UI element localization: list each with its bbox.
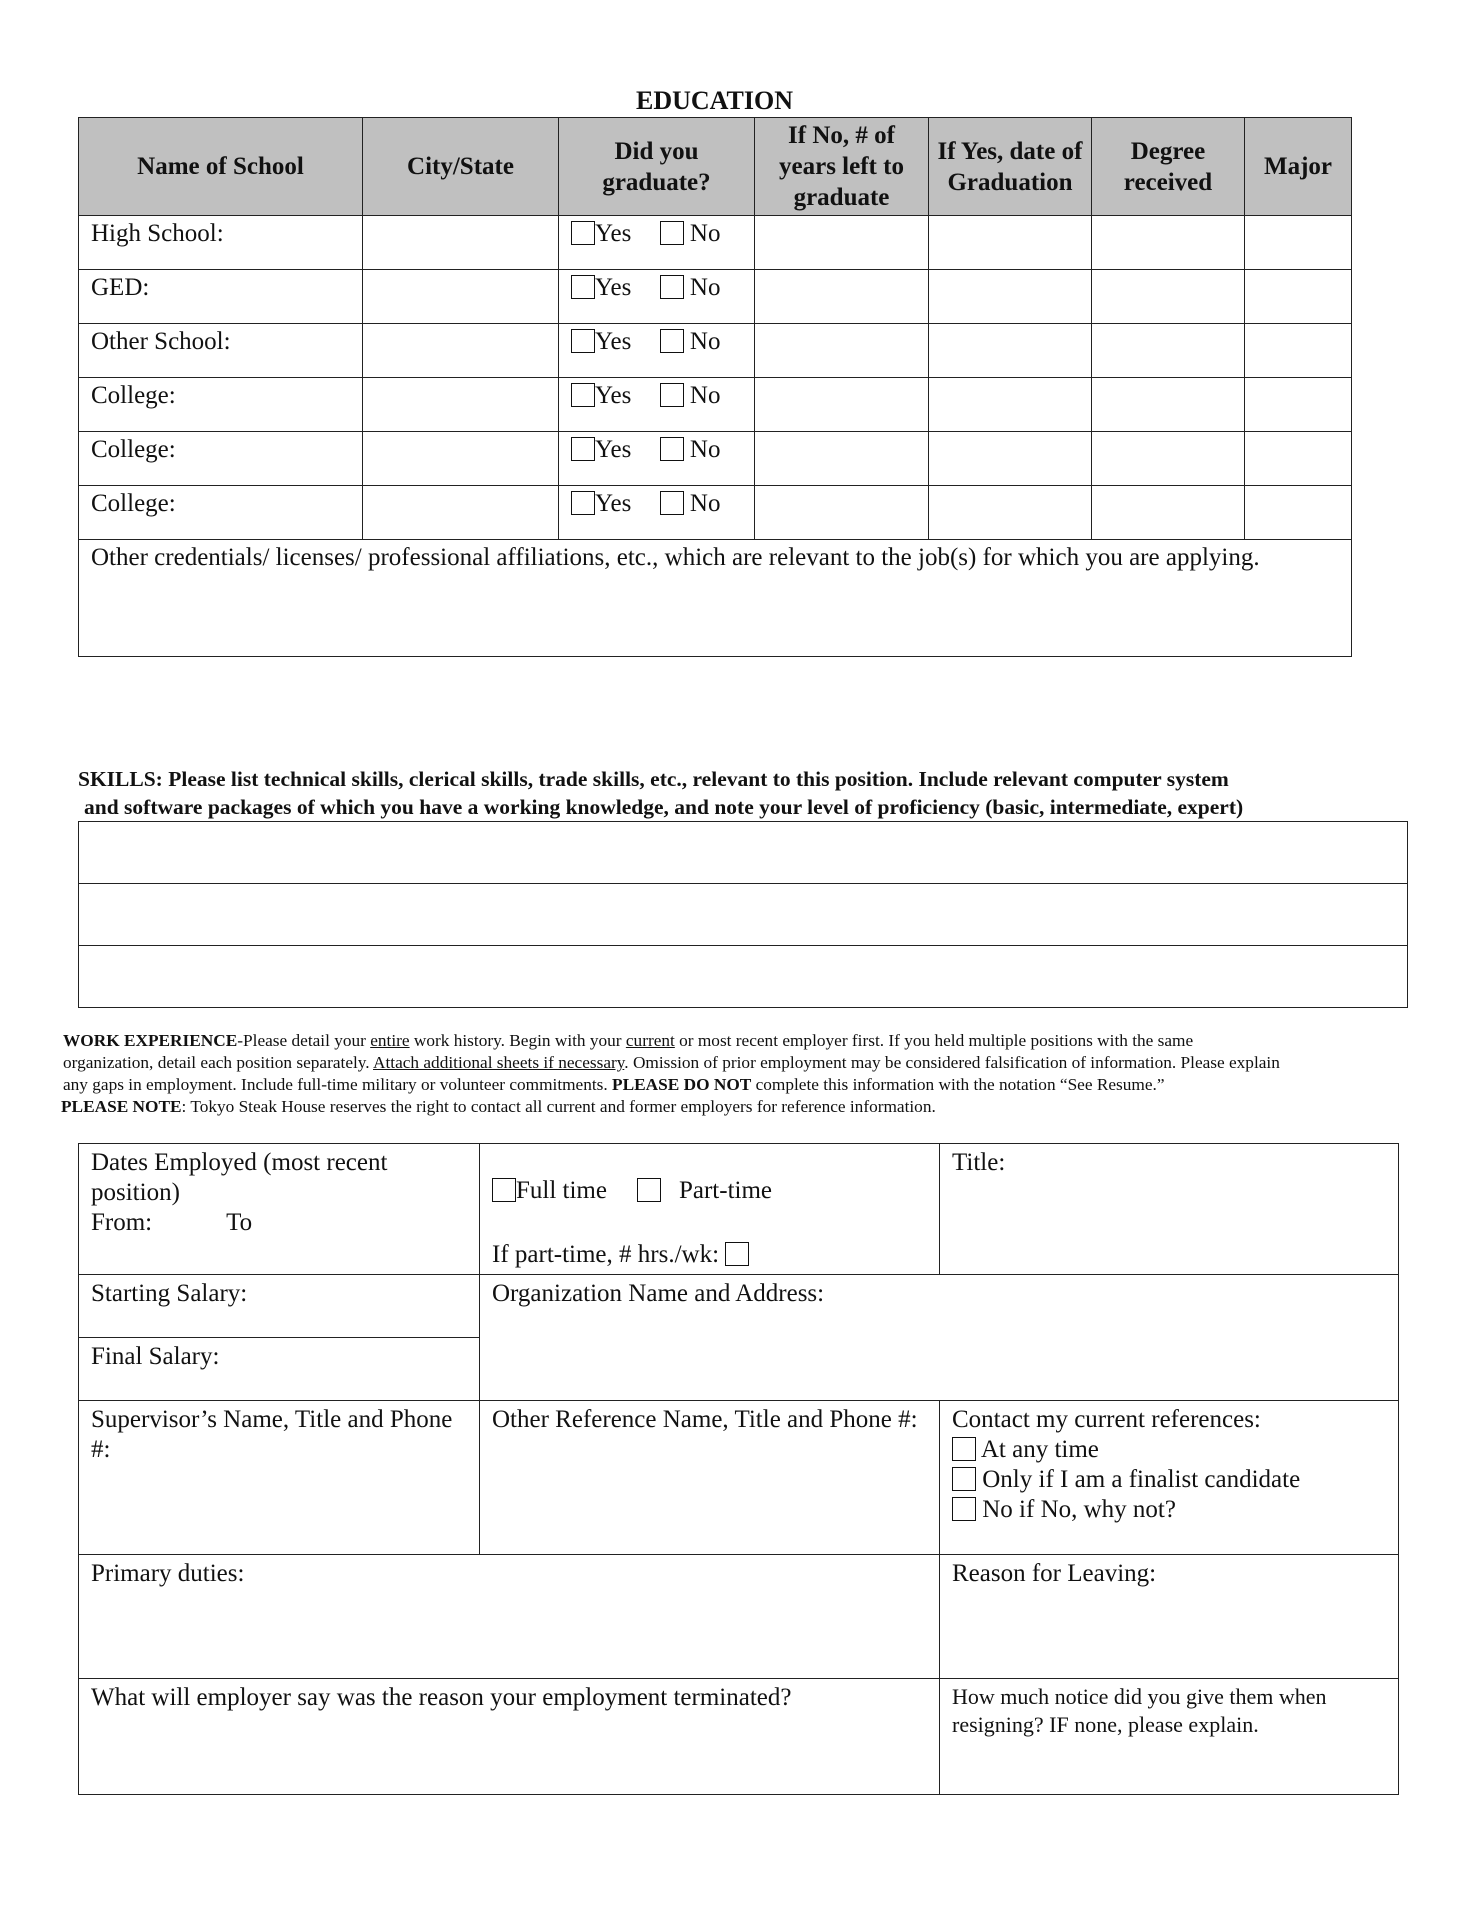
city-state-field[interactable] xyxy=(363,432,559,486)
dates-employed-cell[interactable] xyxy=(79,1144,480,1275)
contact-finalist-checkbox[interactable] xyxy=(952,1467,976,1491)
organization-label: Organization Name and Address: xyxy=(492,1280,825,1307)
other-reference-label: Other Reference Name, Title and Phone #: xyxy=(492,1406,918,1433)
intro-text: or most recent employer first. If you held multiple positions with the same xyxy=(674,1031,1194,1050)
yes-label: Yes xyxy=(595,328,632,355)
contact-no-checkbox[interactable] xyxy=(952,1497,976,1521)
contact-option xyxy=(952,1435,1386,1465)
years-left-field[interactable] xyxy=(755,486,929,540)
header-city-state: City/State xyxy=(363,118,559,216)
graduated-no-checkbox[interactable] xyxy=(660,275,684,299)
organization-cell[interactable] xyxy=(480,1275,1399,1401)
yes-label: Yes xyxy=(595,220,632,247)
hours-row xyxy=(492,1240,927,1270)
graduated-options xyxy=(559,270,755,324)
employment-type-cell xyxy=(480,1144,940,1275)
graduated-yes-checkbox[interactable] xyxy=(571,491,595,515)
contact-any-time-label: At any time xyxy=(980,1436,1099,1463)
intro-text: -Please detail your xyxy=(237,1031,371,1050)
primary-duties-label: Primary duties: xyxy=(91,1560,245,1587)
other-reference-cell[interactable] xyxy=(480,1401,940,1555)
hours-label: If part-time, # hrs./wk: xyxy=(492,1241,720,1268)
graduated-no-checkbox[interactable] xyxy=(660,329,684,353)
graduation-date-field[interactable] xyxy=(929,270,1092,324)
notice-label: How much notice did you give them when resigning? IF none, please explain. xyxy=(952,1684,1327,1737)
skills-entry-field[interactable] xyxy=(79,884,1408,946)
intro-text: : Tokyo Steak House reserves the right to contact all current and former employers for reference information. xyxy=(181,1097,936,1116)
contact-option xyxy=(952,1495,1386,1525)
title-label: Title: xyxy=(952,1149,1006,1176)
city-state-field[interactable] xyxy=(363,486,559,540)
credentials-row xyxy=(79,540,1352,657)
years-left-field[interactable] xyxy=(755,432,929,486)
graduated-yes-checkbox[interactable] xyxy=(571,275,595,299)
credentials-field[interactable] xyxy=(79,540,1352,657)
graduated-no-checkbox[interactable] xyxy=(660,221,684,245)
notice-cell[interactable] xyxy=(940,1679,1399,1795)
graduation-date-field[interactable] xyxy=(929,432,1092,486)
graduation-date-field[interactable] xyxy=(929,216,1092,270)
header-graduation-date: If Yes, date of Graduation xyxy=(929,118,1092,216)
supervisor-label: Supervisor’s Name, Title and Phone #: xyxy=(91,1406,453,1463)
skills-entry-field[interactable] xyxy=(79,822,1408,884)
intro-text: organization, detail each position separately. xyxy=(63,1053,373,1072)
no-label: No xyxy=(689,490,721,517)
skills-heading-line-2: and software packages of which you have a working knowledge, and note your level of proficiency (basic, intermediate, expert) xyxy=(84,795,1244,819)
education-row xyxy=(79,270,1352,324)
starting-salary-label: Starting Salary: xyxy=(91,1280,248,1307)
degree-field[interactable] xyxy=(1092,324,1245,378)
yes-label: Yes xyxy=(595,436,632,463)
major-field[interactable] xyxy=(1245,378,1352,432)
contact-no-label: No if No, why not? xyxy=(982,1496,1176,1523)
no-label: No xyxy=(689,382,721,409)
education-row xyxy=(79,324,1352,378)
education-row xyxy=(79,486,1352,540)
city-state-field[interactable] xyxy=(363,378,559,432)
city-state-field[interactable] xyxy=(363,324,559,378)
reason-leaving-cell[interactable] xyxy=(940,1555,1399,1679)
degree-field[interactable] xyxy=(1092,378,1245,432)
intro-text: complete this information with the notation “See Resume.” xyxy=(751,1075,1165,1094)
skills-heading xyxy=(78,765,1408,821)
major-field[interactable] xyxy=(1245,216,1352,270)
starting-salary-cell[interactable] xyxy=(79,1275,480,1338)
school-label: College: xyxy=(79,378,363,432)
no-label: No xyxy=(689,220,721,247)
yes-label: Yes xyxy=(595,490,632,517)
graduated-yes-checkbox[interactable] xyxy=(571,437,595,461)
graduated-options xyxy=(559,486,755,540)
header-years-left: If No, # of years left to graduate xyxy=(755,118,929,216)
intro-underlined-attach: Attach additional sheets if necessary xyxy=(373,1053,625,1072)
supervisor-cell[interactable] xyxy=(79,1401,480,1555)
work-intro-line-1 xyxy=(63,1030,1443,1052)
major-field[interactable] xyxy=(1245,270,1352,324)
years-left-field[interactable] xyxy=(755,270,929,324)
part-time-checkbox[interactable] xyxy=(637,1178,661,1202)
graduated-no-checkbox[interactable] xyxy=(660,383,684,407)
part-time-label: Part-time xyxy=(678,1177,773,1204)
graduated-yes-checkbox[interactable] xyxy=(571,221,595,245)
termination-reason-cell[interactable] xyxy=(79,1679,940,1795)
title-cell[interactable] xyxy=(940,1144,1399,1275)
no-label: No xyxy=(689,436,721,463)
school-label: High School: xyxy=(79,216,363,270)
graduation-date-field[interactable] xyxy=(929,378,1092,432)
intro-text: any gaps in employment. Include full-time military or volunteer commitments. xyxy=(63,1075,613,1094)
years-left-field[interactable] xyxy=(755,378,929,432)
education-row xyxy=(79,378,1352,432)
major-field[interactable] xyxy=(1245,324,1352,378)
graduated-yes-checkbox[interactable] xyxy=(571,383,595,407)
school-label: Other School: xyxy=(79,324,363,378)
work-intro-line-4 xyxy=(61,1096,1443,1118)
graduation-date-field[interactable] xyxy=(929,486,1092,540)
hours-checkbox[interactable] xyxy=(725,1242,749,1266)
graduated-options xyxy=(559,432,755,486)
years-left-field[interactable] xyxy=(755,324,929,378)
to-label: To xyxy=(226,1209,253,1236)
yes-label: Yes xyxy=(595,274,632,301)
final-salary-cell[interactable] xyxy=(79,1338,480,1401)
from-label: From: xyxy=(91,1209,153,1236)
work-experience-heading: WORK EXPERIENCE xyxy=(63,1031,238,1050)
full-time-label: Full time xyxy=(516,1177,607,1204)
intro-text: . Omission of prior employment may be considered falsification of information. Please explain xyxy=(624,1053,1280,1072)
degree-field[interactable] xyxy=(1092,486,1245,540)
years-left-field[interactable] xyxy=(755,216,929,270)
no-label: No xyxy=(689,274,721,301)
degree-field[interactable] xyxy=(1092,216,1245,270)
dates-employed-label: Dates Employed (most recent position) xyxy=(91,1149,388,1206)
from-to-row xyxy=(91,1208,467,1238)
school-label: College: xyxy=(79,486,363,540)
intro-underlined-entire: entire xyxy=(370,1031,410,1050)
contact-option xyxy=(952,1465,1386,1495)
graduated-options xyxy=(559,378,755,432)
intro-bold-please-note: PLEASE NOTE xyxy=(61,1097,182,1116)
education-title: EDUCATION xyxy=(636,86,793,115)
intro-text: work history. Begin with your xyxy=(409,1031,626,1050)
graduated-no-checkbox[interactable] xyxy=(660,491,684,515)
degree-field[interactable] xyxy=(1092,270,1245,324)
graduation-date-field[interactable] xyxy=(929,324,1092,378)
work-intro-line-3 xyxy=(63,1074,1443,1096)
contact-finalist-label: Only if I am a finalist candidate xyxy=(982,1466,1301,1493)
work-intro-line-2 xyxy=(63,1052,1443,1074)
major-field[interactable] xyxy=(1245,486,1352,540)
graduated-yes-checkbox[interactable] xyxy=(571,329,595,353)
intro-bold-do-not: PLEASE DO NOT xyxy=(612,1075,752,1094)
termination-reason-label: What will employer say was the reason your employment terminated? xyxy=(91,1684,792,1711)
reason-leaving-label: Reason for Leaving: xyxy=(952,1560,1157,1587)
yes-label: Yes xyxy=(595,382,632,409)
skills-entry-field[interactable] xyxy=(79,946,1408,1008)
header-degree-received: Degree received xyxy=(1092,118,1245,216)
intro-underlined-current: current xyxy=(625,1031,675,1050)
primary-duties-cell[interactable] xyxy=(79,1555,940,1679)
school-label: GED: xyxy=(79,270,363,324)
graduated-options xyxy=(559,324,755,378)
city-state-field[interactable] xyxy=(363,216,559,270)
contact-references-cell xyxy=(940,1401,1399,1555)
skills-table xyxy=(78,821,1408,1008)
skills-heading-line-1: SKILLS: Please list technical skills, clerical skills, trade skills, etc., relevant to this position. Include relevant computer system xyxy=(78,767,1229,791)
work-experience-table xyxy=(78,1143,1399,1795)
graduated-options xyxy=(559,216,755,270)
degree-field[interactable] xyxy=(1092,432,1245,486)
work-experience-intro xyxy=(63,1030,1443,1118)
contact-any-time-checkbox[interactable] xyxy=(952,1437,976,1461)
education-table xyxy=(78,117,1352,657)
header-did-you-graduate: Did you graduate? xyxy=(559,118,755,216)
major-field[interactable] xyxy=(1245,432,1352,486)
full-time-checkbox[interactable] xyxy=(492,1178,516,1202)
graduated-no-checkbox[interactable] xyxy=(660,437,684,461)
school-label: College: xyxy=(79,432,363,486)
header-name-of-school: Name of School xyxy=(79,118,363,216)
no-label: No xyxy=(689,328,721,355)
education-row xyxy=(79,432,1352,486)
final-salary-label: Final Salary: xyxy=(91,1343,220,1370)
credentials-label: Other credentials/ licenses/ professional affiliations, etc., which are relevant to the job(s) for which you are applying. xyxy=(91,544,1260,571)
contact-references-label: Contact my current references: xyxy=(952,1406,1261,1433)
education-header-row xyxy=(79,118,1352,216)
education-row xyxy=(79,216,1352,270)
city-state-field[interactable] xyxy=(363,270,559,324)
employment-type-row xyxy=(492,1176,927,1206)
header-major: Major xyxy=(1245,118,1352,216)
